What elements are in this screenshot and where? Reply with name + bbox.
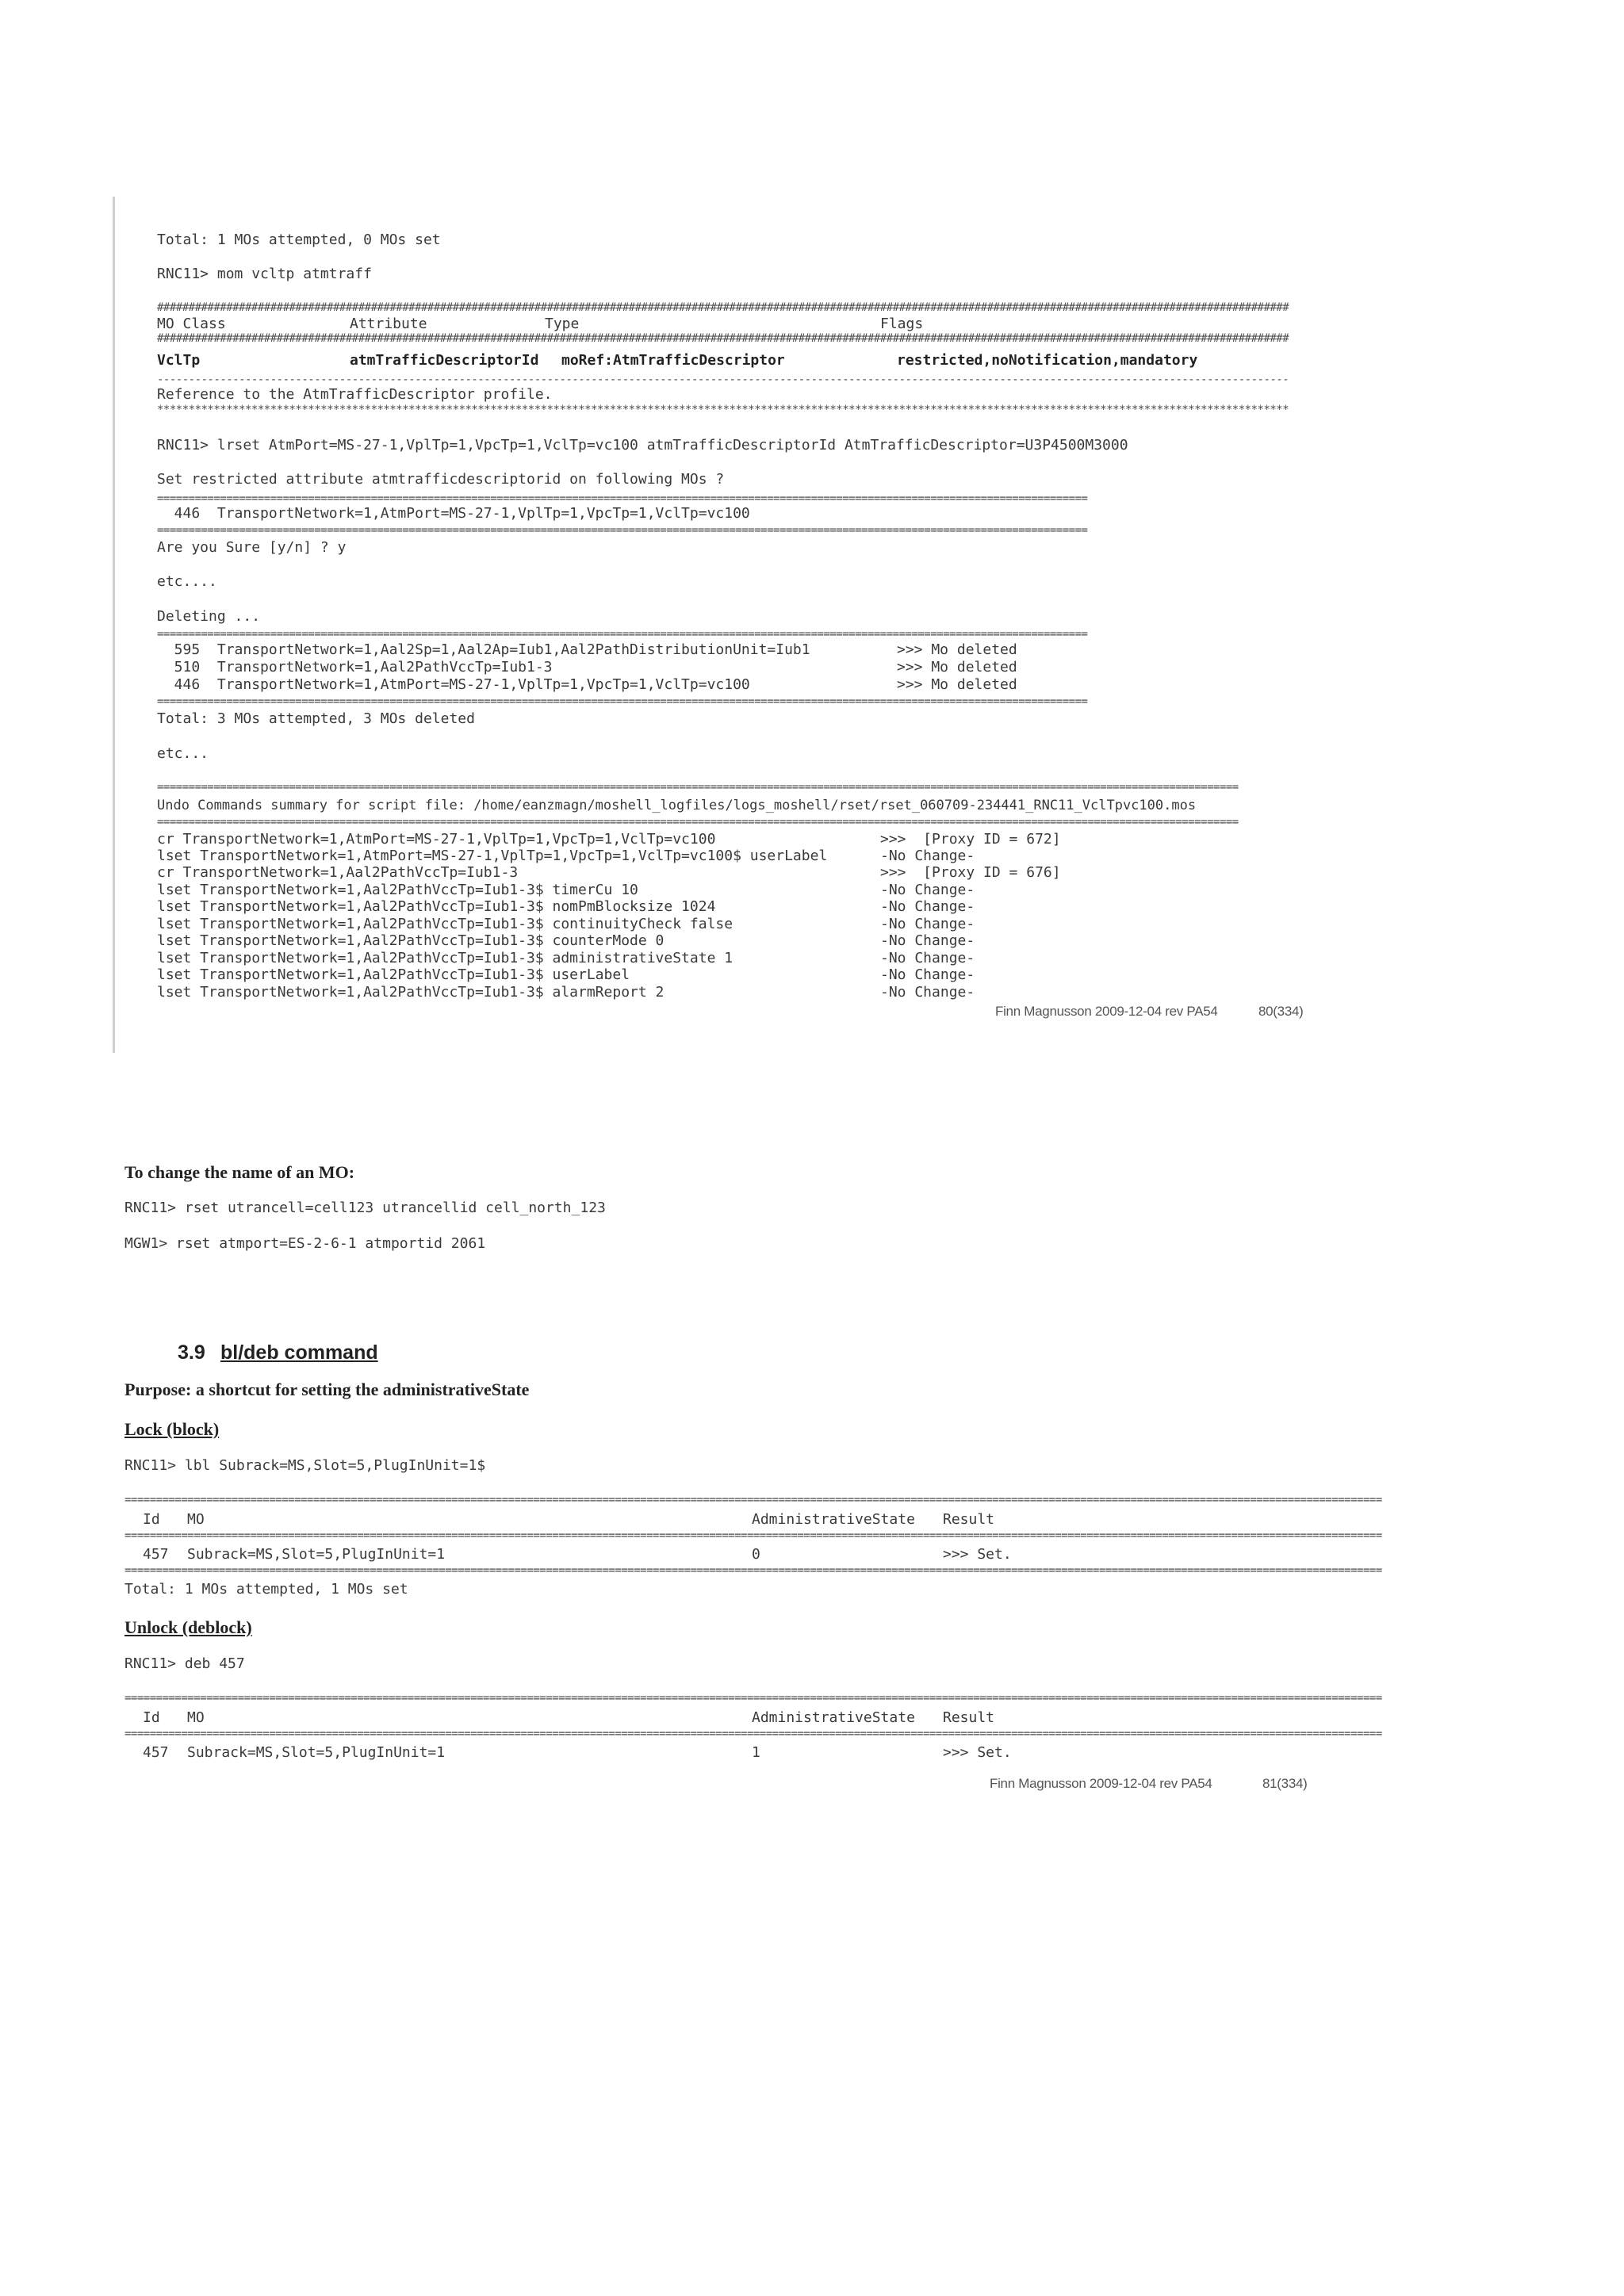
deleted-row-mo: 510 TransportNetwork=1,Aal2PathVccTp=Iub1-3 — [157, 659, 553, 675]
undo-row-cmd: lset TransportNetwork=1,Aal2PathVccTp=Iub1-3$ alarmReport 2 — [157, 984, 665, 1001]
hash-separator: #################################################################################################################################################################################### — [157, 301, 1289, 314]
deleted-row-mo: 595 TransportNetwork=1,Aal2Sp=1,Aal2Ap=Iub1,Aal2PathDistributionUnit=Iub1 — [157, 641, 810, 658]
unlock-row-result: >>> Set. — [943, 1744, 1012, 1761]
command-mom: RNC11> mom vcltp atmtraff — [157, 266, 372, 282]
undo-row-result: -No Change- — [880, 916, 975, 932]
mom-row-attribute: atmTrafficDescriptorId — [350, 352, 539, 369]
undo-row-cmd: cr TransportNetwork=1,AtmPort=MS-27-1,VplTp=1,VpcTp=1,VclTp=vc100 — [157, 831, 716, 848]
page-footer-author: Finn Magnusson 2009-12-04 rev PA54 — [995, 1004, 1218, 1019]
undo-row-result: -No Change- — [880, 898, 975, 915]
table-header-state: AdministrativeState — [752, 1709, 915, 1726]
undo-row-cmd: cr TransportNetwork=1,Aal2PathVccTp=Iub1-3 — [157, 864, 519, 881]
total-deleted-line: Total: 3 MOs attempted, 3 MOs deleted — [157, 710, 475, 727]
hash-separator: #################################################################################################################################################################################### — [157, 332, 1289, 345]
mom-row-type: moRef:AtmTrafficDescriptor — [561, 352, 785, 369]
mom-header-flags: Flags — [880, 316, 924, 332]
undo-row-cmd: lset TransportNetwork=1,Aal2PathVccTp=Iub1-3$ timerCu 10 — [157, 882, 638, 898]
undo-row-result: -No Change- — [880, 848, 975, 864]
undo-row-cmd: lset TransportNetwork=1,Aal2PathVccTp=Iub1-3$ continuityCheck false — [157, 916, 733, 932]
undo-row-cmd: lset TransportNetwork=1,Aal2PathVccTp=Iub1-3$ nomPmBlocksize 1024 — [157, 898, 716, 915]
equals-separator: ==================================================================================================================================================== — [157, 695, 1088, 708]
table-header-mo: MO — [187, 1709, 205, 1726]
unlock-label: Unlock (deblock) — [124, 1617, 252, 1637]
undo-row-result: -No Change- — [880, 984, 975, 1001]
purpose-line: Purpose: a shortcut for setting the administrativeState — [124, 1380, 530, 1399]
equals-separator: ======================================================================================================================================================================================================== — [124, 1529, 1382, 1542]
deleted-row-result: >>> Mo deleted — [897, 676, 1017, 693]
mo-446-line: 446 TransportNetwork=1,AtmPort=MS-27-1,VplTp=1,VpcTp=1,VclTp=vc100 — [157, 505, 750, 522]
mom-description: Reference to the AtmTrafficDescriptor profile. — [157, 386, 553, 403]
equals-separator: ==================================================================================================================================================== — [157, 628, 1088, 641]
deleted-row-result: >>> Mo deleted — [897, 641, 1017, 658]
undo-row-result: -No Change- — [880, 882, 975, 898]
total-set-line: Total: 1 MOs attempted, 0 MOs set — [157, 232, 441, 248]
page-number: 80(334) — [1258, 1004, 1304, 1019]
command-lrset: RNC11> lrset AtmPort=MS-27-1,VplTp=1,VpcTp=1,VclTp=vc100 atmTrafficDescriptorId AtmTrafficDescriptor=U3P4500M3000 — [157, 437, 1128, 453]
lock-label: Lock (block) — [124, 1419, 220, 1439]
equals-separator: ============================================================================================================================================================================ — [157, 781, 1239, 794]
etc-line: etc... — [157, 745, 209, 762]
rename-command-1: RNC11> rset utrancell=cell123 utrancellid cell_north_123 — [124, 1200, 606, 1216]
rename-title: To change the name of an MO: — [124, 1162, 355, 1182]
undo-row-cmd: lset TransportNetwork=1,Aal2PathVccTp=Iub1-3$ userLabel — [157, 966, 630, 983]
unlock-row-state: 1 — [752, 1744, 760, 1761]
table-header-id: Id — [143, 1709, 160, 1726]
undo-row-cmd: lset TransportNetwork=1,Aal2PathVccTp=Iub1-3$ counterMode 0 — [157, 932, 665, 949]
undo-row-result: -No Change- — [880, 950, 975, 966]
table-header-id: Id — [143, 1511, 160, 1528]
lock-row-state: 0 — [752, 1546, 760, 1563]
mom-row-flags: restricted,noNotification,mandatory — [897, 352, 1198, 369]
dash-separator: ------------------------------------------------------------------------------------------------------------------------------------------------------------------------------------ — [157, 373, 1289, 386]
table-header-result: Result — [943, 1511, 995, 1528]
undo-row-result: -No Change- — [880, 932, 975, 949]
set-restricted-prompt: Set restricted attribute atmtrafficdescriptorid on following MOs ? — [157, 471, 725, 488]
equals-separator: ======================================================================================================================================================================================================== — [124, 1564, 1382, 1577]
lock-command: RNC11> lbl Subrack=MS,Slot=5,PlugInUnit=1$ — [124, 1457, 486, 1474]
unlock-row-mo: Subrack=MS,Slot=5,PlugInUnit=1 — [187, 1744, 446, 1761]
page-number: 81(334) — [1262, 1776, 1308, 1791]
deleting-line: Deleting ... — [157, 608, 261, 625]
rename-command-2: MGW1> rset atmport=ES-2-6-1 atmportid 2061 — [124, 1235, 486, 1252]
mom-header-type: Type — [545, 316, 580, 332]
lock-row-result: >>> Set. — [943, 1546, 1012, 1563]
star-separator: ************************************************************************************************************************************************************************************ — [157, 404, 1289, 416]
undo-row-result: -No Change- — [880, 966, 975, 983]
mom-row-class: VclTp — [157, 352, 201, 369]
table-header-mo: MO — [187, 1511, 205, 1528]
equals-separator: ======================================================================================================================================================================================================== — [124, 1494, 1382, 1506]
lock-row-mo: Subrack=MS,Slot=5,PlugInUnit=1 — [187, 1546, 446, 1563]
table-header-result: Result — [943, 1709, 995, 1726]
lock-total-line: Total: 1 MOs attempted, 1 MOs set — [124, 1581, 408, 1598]
etc-line: etc.... — [157, 573, 217, 590]
undo-row-result: >>> [Proxy ID = 672] — [880, 831, 1061, 848]
undo-summary-line: Undo Commands summary for script file: /home/eanzmagn/moshell_logfiles/logs_moshell/rset/rset_060709-234441_RNC11_VclTpvc100.mos — [157, 798, 1197, 813]
unlock-row-id: 457 — [143, 1744, 169, 1761]
table-header-state: AdministrativeState — [752, 1511, 915, 1528]
equals-separator: ==================================================================================================================================================== — [157, 524, 1088, 537]
section-title: bl/deb command — [220, 1341, 378, 1364]
section-number: 3.9 — [178, 1341, 205, 1364]
mom-header-class: MO Class — [157, 316, 226, 332]
deleted-row-result: >>> Mo deleted — [897, 659, 1017, 675]
page-footer-author: Finn Magnusson 2009-12-04 rev PA54 — [990, 1776, 1212, 1791]
undo-row-cmd: lset TransportNetwork=1,Aal2PathVccTp=Iub1-3$ administrativeState 1 — [157, 950, 733, 966]
unlock-command: RNC11> deb 457 — [124, 1655, 245, 1672]
deleted-row-mo: 446 TransportNetwork=1,AtmPort=MS-27-1,VplTp=1,VpcTp=1,VclTp=vc100 — [157, 676, 750, 693]
equals-separator: ======================================================================================================================================================================================================== — [124, 1728, 1382, 1740]
equals-separator: ======================================================================================================================================================================================================== — [124, 1692, 1382, 1705]
mom-header-attribute: Attribute — [350, 316, 427, 332]
equals-separator: ==================================================================================================================================================== — [157, 492, 1088, 505]
undo-row-result: >>> [Proxy ID = 676] — [880, 864, 1061, 881]
undo-row-cmd: lset TransportNetwork=1,AtmPort=MS-27-1,VplTp=1,VpcTp=1,VclTp=vc100$ userLabel — [157, 848, 828, 864]
equals-separator: ============================================================================================================================================================================ — [157, 816, 1239, 828]
lock-row-id: 457 — [143, 1546, 169, 1563]
are-you-sure-line: Are you Sure [y/n] ? y — [157, 539, 347, 556]
